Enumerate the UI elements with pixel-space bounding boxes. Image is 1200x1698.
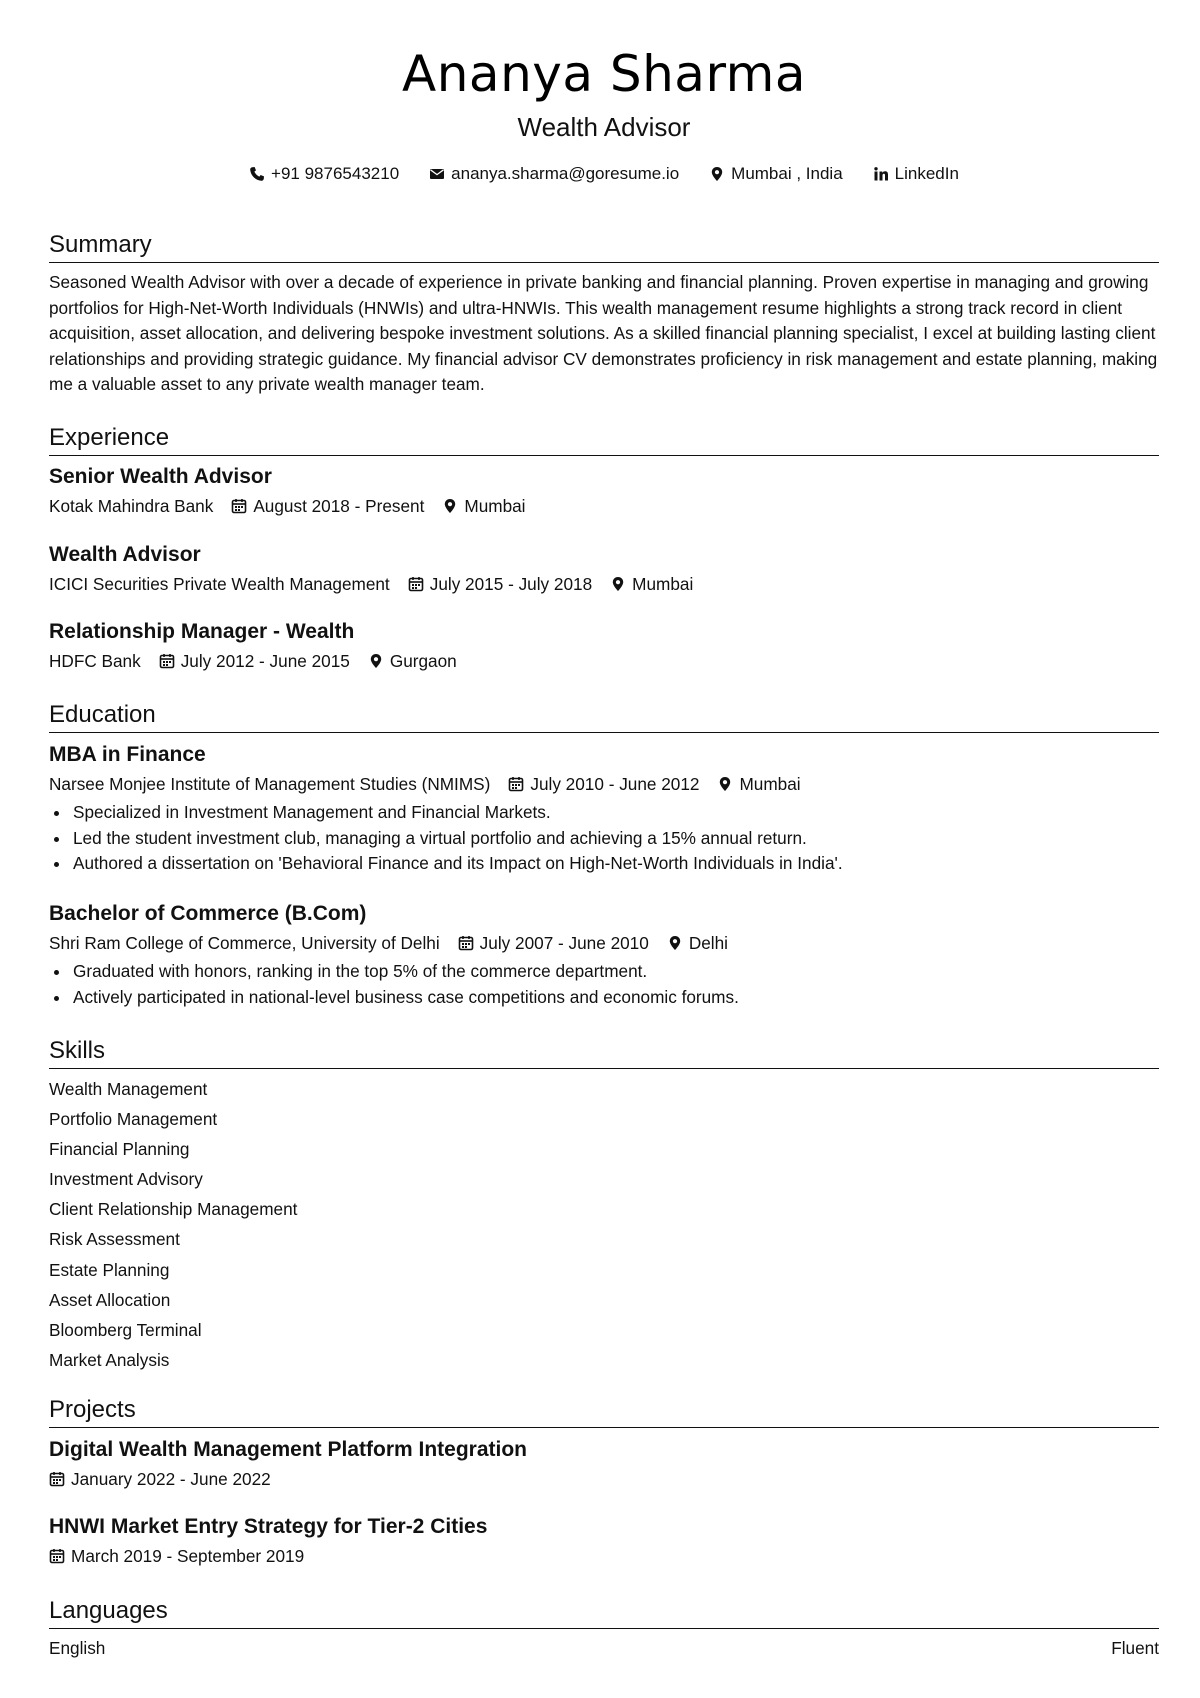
list-item: Graduated with honors, ranking in the top 5% of the commerce department. <box>49 959 739 985</box>
calendar-icon <box>508 776 530 792</box>
project-meta <box>49 1467 271 1491</box>
phone-text: +91 9876543210 <box>271 164 400 183</box>
skill-item: Risk Assessment <box>49 1229 180 1250</box>
experience-meta <box>49 572 693 596</box>
project-dates: March 2019 - September 2019 <box>71 1546 305 1566</box>
education-bullets <box>49 800 843 877</box>
list-item: Actively participated in national-level business case competitions and economic forums. <box>49 985 739 1011</box>
email-text: ananya.sharma@goresume.io <box>451 164 680 183</box>
experience-dates: August 2018 - Present <box>253 496 425 516</box>
section-title-languages: Languages <box>49 1596 1159 1629</box>
experience-dates: July 2015 - July 2018 <box>429 574 593 594</box>
education-dates: July 2010 - June 2012 <box>530 774 700 794</box>
contact-phone[interactable] <box>249 164 399 184</box>
skill-item: Client Relationship Management <box>49 1199 298 1220</box>
skill-item: Financial Planning <box>49 1139 190 1160</box>
list-item: Authored a dissertation on 'Behavioral Finance and its Impact on High-Net-Worth Individuals in India'. <box>49 851 843 877</box>
skill-item: Asset Allocation <box>49 1289 171 1310</box>
education-degree: MBA in Finance <box>49 743 206 766</box>
experience-meta <box>49 649 457 673</box>
contact-bar <box>49 161 1159 187</box>
experience-company: ICICI Securities Private Wealth Management <box>49 574 390 594</box>
linkedin-icon <box>873 166 889 182</box>
list-item: Specialized in Investment Management and Financial Markets. <box>49 800 843 826</box>
location-pin-icon <box>610 576 632 592</box>
education-location: Delhi <box>688 933 728 953</box>
calendar-icon <box>458 935 480 951</box>
project-meta <box>49 1544 304 1568</box>
skill-item: Portfolio Management <box>49 1109 218 1130</box>
contact-linkedin[interactable] <box>873 164 959 184</box>
linkedin-link[interactable]: LinkedIn <box>894 164 959 183</box>
skills-list <box>49 1074 297 1375</box>
skill-item: Bloomberg Terminal <box>49 1319 202 1340</box>
experience-company: HDFC Bank <box>49 651 141 671</box>
skill-item: Estate Planning <box>49 1259 170 1280</box>
calendar-icon <box>49 1548 71 1564</box>
calendar-icon <box>408 576 430 592</box>
language-name: English <box>49 1638 106 1658</box>
experience-dates: July 2012 - June 2015 <box>180 651 350 671</box>
education-degree: Bachelor of Commerce (B.Com) <box>49 902 367 925</box>
list-item: Led the student investment club, managing a virtual portfolio and achieving a 15% annual return. <box>49 826 843 852</box>
experience-role: Relationship Manager - Wealth <box>49 620 355 643</box>
section-title-education: Education <box>49 700 1159 733</box>
calendar-icon <box>159 653 181 669</box>
location-pin-icon <box>667 935 689 951</box>
education-meta <box>49 772 801 796</box>
section-title-summary: Summary <box>49 230 1159 263</box>
language-row <box>49 1636 1159 1660</box>
section-title-projects: Projects <box>49 1395 1159 1428</box>
experience-role: Senior Wealth Advisor <box>49 465 272 488</box>
education-school: Narsee Monjee Institute of Management Studies (NMIMS) <box>49 774 491 794</box>
location-pin-icon <box>717 776 739 792</box>
experience-location: Gurgaon <box>389 651 457 671</box>
experience-location: Mumbai <box>632 574 694 594</box>
location-pin-icon <box>709 166 725 182</box>
education-bullets <box>49 959 739 1010</box>
skill-item: Market Analysis <box>49 1349 170 1370</box>
section-title-experience: Experience <box>49 423 1159 456</box>
education-school: Shri Ram College of Commerce, University of Delhi <box>49 933 440 953</box>
contact-location <box>709 164 843 184</box>
project-name: Digital Wealth Management Platform Integration <box>49 1438 527 1461</box>
email-icon <box>429 166 445 182</box>
location-pin-icon <box>368 653 390 669</box>
project-dates: January 2022 - June 2022 <box>71 1469 271 1489</box>
education-meta <box>49 931 728 955</box>
section-title-skills: Skills <box>49 1036 1159 1069</box>
candidate-name: Ananya Sharma <box>402 45 806 103</box>
skill-item: Wealth Management <box>49 1079 208 1099</box>
summary-text: Seasoned Wealth Advisor with over a decade of experience in private banking and financial planning. Proven expertise in managing and growing portfolios for High-Net-Worth Individuals (HNWIs) and ultra-HNWIs. This wealth management resume highlights a strong track record in client acquisition, asset allocation, and delivering bespoke investment solutions. As a skilled financial planning specialist, I excel at building lasting client relationships and providing strategic guidance. My financial advisor CV demonstrates proficiency in risk management and estate planning, making me a valuable asset to any private wealth manager team. <box>49 272 1158 394</box>
location-text: Mumbai , India <box>731 164 843 183</box>
experience-location: Mumbai <box>464 496 526 516</box>
contact-email[interactable] <box>429 164 679 184</box>
project-name: HNWI Market Entry Strategy for Tier-2 Cities <box>49 1515 488 1538</box>
candidate-role: Wealth Advisor <box>517 112 691 142</box>
calendar-icon <box>49 1471 71 1487</box>
experience-meta <box>49 494 526 518</box>
experience-company: Kotak Mahindra Bank <box>49 496 214 516</box>
phone-icon <box>249 166 265 182</box>
skill-item: Investment Advisory <box>49 1169 203 1190</box>
calendar-icon <box>231 498 253 514</box>
education-dates: July 2007 - June 2010 <box>479 933 649 953</box>
location-pin-icon <box>442 498 464 514</box>
experience-role: Wealth Advisor <box>49 543 201 566</box>
language-level: Fluent <box>1111 1638 1159 1658</box>
education-location: Mumbai <box>739 774 801 794</box>
